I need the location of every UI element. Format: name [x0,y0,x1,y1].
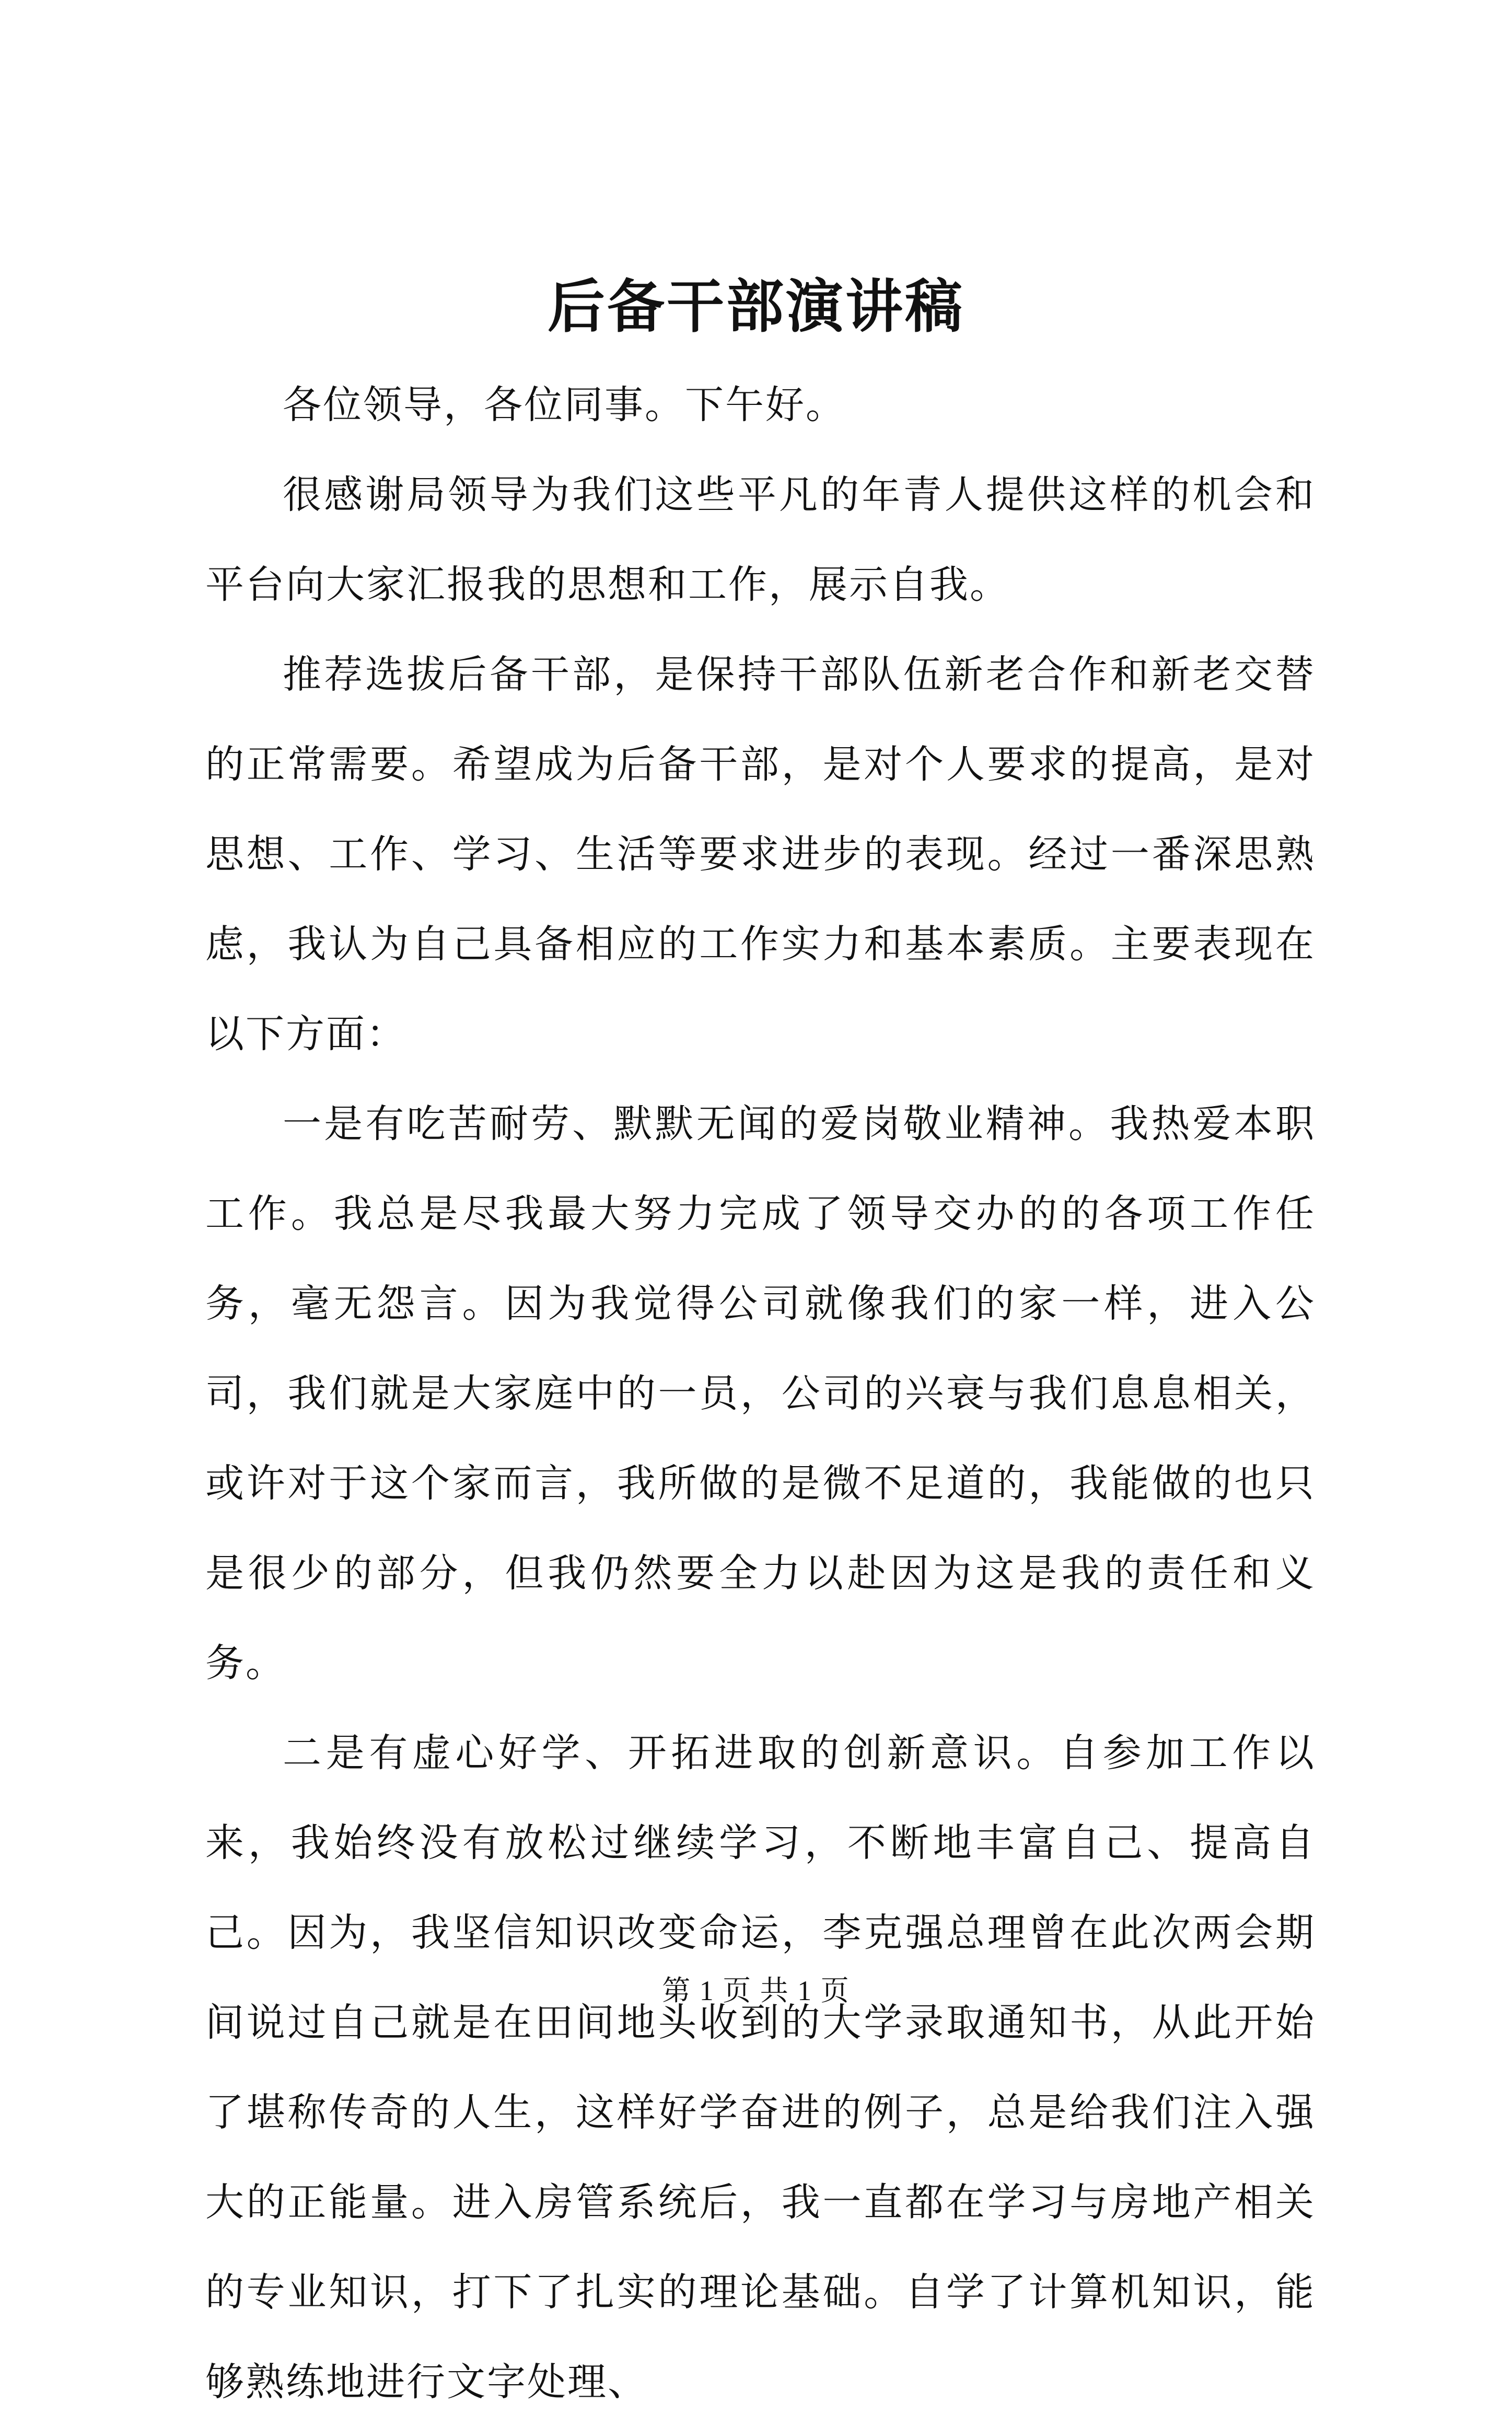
document-body [205,360,1316,2427]
paragraph-intro: 推荐选拔后备干部，是保持干部队伍新老合作和新老交替的正常需要。希望成为后备干部，是对个人要求的提高，是对思想、工作、学习、生活等要求进步的表现。经过一番深思熟虑，我认为自己具备相应的工作实力和基本素质。主要表现在以下方面： [205,652,1316,1056]
paragraph-thanks: 很感谢局领导为我们这些平凡的年青人提供这样的机会和平台向大家汇报我的思想和工作，展示自我。 [205,472,1316,607]
paragraph-point-two: 二是有虚心好学、开拓进取的创新意识。自参加工作以来，我始终没有放松过继续学习，不断地丰富自己、提高自己。因为，我坚信知识改变命运，李克强总理曾在此次两会期间说过自己就是在田间地头收到的大学录取通知书，从此开始了堪称传奇的人生，这样好学奋进的例子，总是给我们注入强大的正能量。进入房管系统后，我一直都在学习与房地产相关的专业知识，打下了扎实的理论基础。自学了计算机知识，能够熟练地进行文字处理、 [205,1731,1316,2405]
paragraph-point-one: 一是有吃苦耐劳、默默无闻的爱岗敬业精神。我热爱本职工作。我总是尽我最大努力完成了领导交办的的各项工作任务，毫无怨言。因为我觉得公司就像我们的家一样，进入公司，我们就是大家庭中的一员，公司的兴衰与我们息息相关，或许对于这个家而言，我所做的是微不足道的，我能做的也只是很少的部分，但我仍然要全力以赴因为这是我的责任和义务。 [205,1101,1316,1686]
document-title: 后备干部演讲稿 [548,273,964,340]
page-footer: 第 1 页 共 1 页 [662,1975,850,2006]
paragraph-greeting: 各位领导，各位同事。下午好。 [283,382,846,427]
